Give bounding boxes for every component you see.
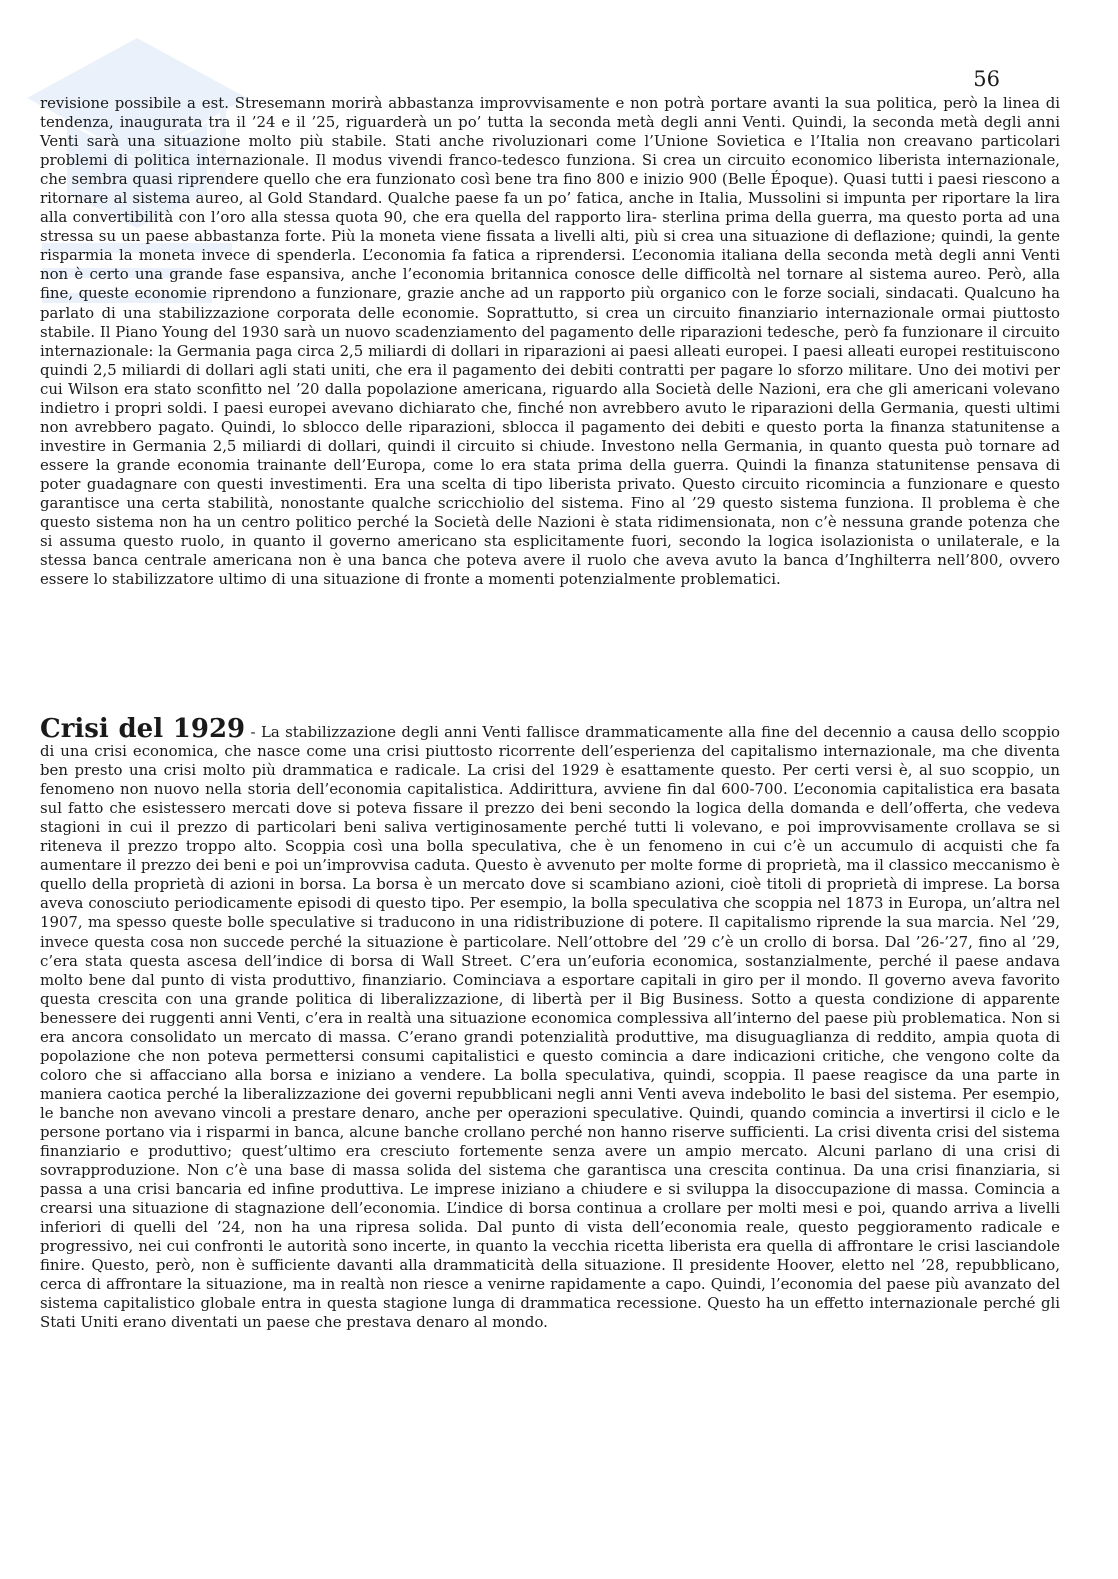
section-body: - La stabilizzazione degli anni Venti fallisce drammaticamente alla fine del decennio a causa dello scoppio di una crisi economica, che nasce come una crisi piuttosto ricorrente dell’esperienza del capitalismo internazionale, ma che diventa ben presto una crisi molto più drammatica e radicale. La crisi del 1929 è esattamente questo. Per certi versi è, al suo scoppio, un fenomeno non nuovo nella storia dell’economia capitalistica. Addirittura, avviene fin dal 600-700. L’economia capitalistica era basata sul fatto che esistessero mercati dove si poteva fissare il prezzo dei beni secondo la logica della domanda e dell’offerta, che vedeva stagioni in cui il prezzo di particolari beni saliva vertiginosamente perché tutti li volevano, e poi improvvisamente crollava se si riteneva il prezzo troppo alto. Scoppia così una bolla speculativa, che è un fenomeno in cui c’è un accumulo di acquisti che fa aumentare il prezzo dei beni e poi un’improvvisa caduta. Questo è avvenuto per molte forme di proprietà, ma il classico meccanismo è quello della proprietà di azioni in borsa. La borsa è un mercato dove si scambiano azioni, cioè titoli di proprietà di imprese. La borsa aveva conosciuto periodicamente episodi di questo tipo. Per esempio, la bolla speculativa che scoppia nel 1873 in Europa, un’altra nel 1907, ma spesso queste bolle speculative si traducono in una ridistribuzione di potere. Il capitalismo riprende la sua marcia. Nel ’29, invece questa cosa non succede perché la situazione è particolare. Nell’ottobre del ’29 c’è un crollo di borsa. Dal ’26-’27, fino al ’29, c’era stata questa ascesa dell’indice di borsa di Wall Street. C’era un’euforia economica, sostanzialmente, perché il paese andava molto bene dal punto di vista produttivo, finanziario. Cominciava a esportare capitali in giro per il mondo. Il governo aveva favorito questa crescita con una grande politica di liberalizzazione, di libertà per il Big Business. Sotto a questa condizione di apparente benessere dei ruggenti anni Venti, c’era in realtà una situazione economica complessiva all’interno del paese più problematica. Non si era ancora consolidato un mercato di massa. C’erano grandi potenzialità produttive, ma disuguaglianza di reddito, ampia quota di popolazione che non poteva permettersi consumi capitalistici e questo comincia a dare indicazioni critiche, che vengono colte da coloro che si affacciano alla borsa e iniziano a vendere. La bolla speculativa, quindi, scoppia. Il paese reagisce da una parte in maniera caotica perché la liberalizzazione dei governi repubblicani negli anni Venti aveva indebolito le basi del sistema. Per esempio, le banche non avevano vincoli a prestare denaro, anche per operazioni speculative. Quindi, quando comincia a invertirsi il ciclo e le persone portano via i risparmi in banca, alcune banche crollano perché non hanno riserve sufficienti. La crisi diventa crisi del sistema finanziario e produttivo; quest’ultimo era cresciuto fortemente senza avere un ampio mercato. Alcuni parlano di una crisi di sovrapproduzione. Non c’è una base di massa solida del sistema che garantisca una crescita continua. Da una crisi finanziaria, si passa a una crisi bancaria ed infine produttiva. Le imprese iniziano a chiudere e si sviluppa la disoccupazione di massa. Comincia a crearsi una situazione di stagnazione dell’economia. L’indice di borsa continua a crollare per molti mesi e poi, quando arriva a livelli inferiori di quelli del ’24, non ha una ripresa solida. Dal punto di vista dell’economia reale, questo peggioramento radicale e progressivo, nei cui confronti le autorità sono incerte, in quanto la vecchia ricetta liberista era quella di affrontare le crisi lasciandole finire. Questo, però, non è sufficiente davanti alla drammaticità della situazione. Il presidente Hoover, eletto nel ’28, repubblicano, cerca di affrontare la situazione, ma in realtà non riesce a venirne rapidamente a capo. Quindi, l’economia del paese più avanzato del sistema capitalistico globale entra in questa stagione lunga di drammatica recessione. Questo ha un effetto internazionale perché gli Stati Uniti erano diventati un paese che prestava denaro al mondo. xyxy=(40,723,1060,1332)
section-crisi-1929 xyxy=(40,714,1060,1333)
intro-paragraph: revisione possibile a est. Stresemann morirà abbastanza improvvisamente e non potrà portare avanti la sua politica, però la linea di tendenza, inaugurata tra il ’24 e il ’25, riguarderà un po’ tutta la seconda metà degli anni Venti. Quindi, la seconda metà degli anni Venti sarà una situazione molto più stabile. Stati anche rivoluzionari come l’Unione Sovietica e l’Italia non creavano particolari problemi di politica internazionale. Il modus vivendi franco-tedesco funziona. Si crea un circuito economico liberista internazionale, che sembra quasi riprendere quello che era funzionato così bene tra fino 800 e inizio 900 (Belle Époque). Quasi tutti i paesi riescono a ritornare al sistema aureo, al Gold Standard. Qualche paese fa un po’ fatica, anche in Italia, Mussolini si impunta per riportare la lira alla convertibilità con l’oro alla stessa quota 90, che era quella del rapporto lira- sterlina prima della guerra, ma questo porta ad una stressa su un paese abbastanza forte. Più la moneta viene fissata a livelli alti, più si crea una situazione di deflazione; quindi, la gente risparmia la moneta invece di spenderla. L’economia fa fatica a riprendersi. L’economia italiana della seconda metà degli anni Venti non è certo una grande fase espansiva, anche l’economia britannica conosce delle difficoltà nel tornare al sistema aureo. Però, alla fine, queste economie riprendono a funzionare, grazie anche ad un rapporto più organico con le forze sociali, sindacati. Qualcuno ha parlato di una stabilizzazione corporata delle economie. Soprattutto, si crea un circuito finanziario internazionale ormai piuttosto stabile. Il Piano Young del 1930 sarà un nuovo scadenziamento del pagamento delle riparazioni tedesche, però fa funzionare il circuito internazionale: la Germania paga circa 2,5 miliardi di dollari in riparazioni ai paesi alleati europei. I paesi alleati europei restituiscono quindi 2,5 miliardi di dollari agli stati uniti, che era il pagamento dei debiti contratti per pagare lo sforzo militare. Uno dei motivi per cui Wilson era stato sconfitto nel ’20 dalla popolazione americana, riguardo alla Società delle Nazioni, era che gli americani volevano indietro i propri soldi. I paesi europei avevano dichiarato che, finché non avrebbero avuto le riparazioni della Germania, questi ultimi non avrebbero pagato. Quindi, lo sblocco delle riparazioni, sblocca il pagamento dei debiti e questo porta la finanza statunitense a investire in Germania 2,5 miliardi di dollari, quindi il circuito si chiude. Investono nella Germania, in quanto questa può tornare ad essere la grande economia trainante dell’Europa, come lo era stata prima della guerra. Quindi la finanza statunitense pensava di poter guadagnare con questi investimenti. Era una scelta di tipo liberista privato. Questo circuito ricomincia a funzionare e questo garantisce una certa stabilità, nonostante qualche scricchiolio del sistema. Fino al ’29 questo sistema funziona. Il problema è che questo sistema non ha un centro politico perché la Società delle Nazioni è stata ridimensionata, non c’è nessuna grande potenza che si assuma questo ruolo, in quanto il governo americano sta esplicitamente fuori, secondo la logica isolazionista o unilaterale, e la stessa banca centrale americana non è una banca che poteva avere il ruolo che aveva avuto la banca d’Inghilterra nell’800, ovvero essere lo stabilizzatore ultimo di una situazione di fronte a momenti potenzialmente problematici. xyxy=(40,94,1060,589)
section-title: Crisi del 1929 xyxy=(40,714,246,744)
page-number: 56 xyxy=(973,67,1000,91)
